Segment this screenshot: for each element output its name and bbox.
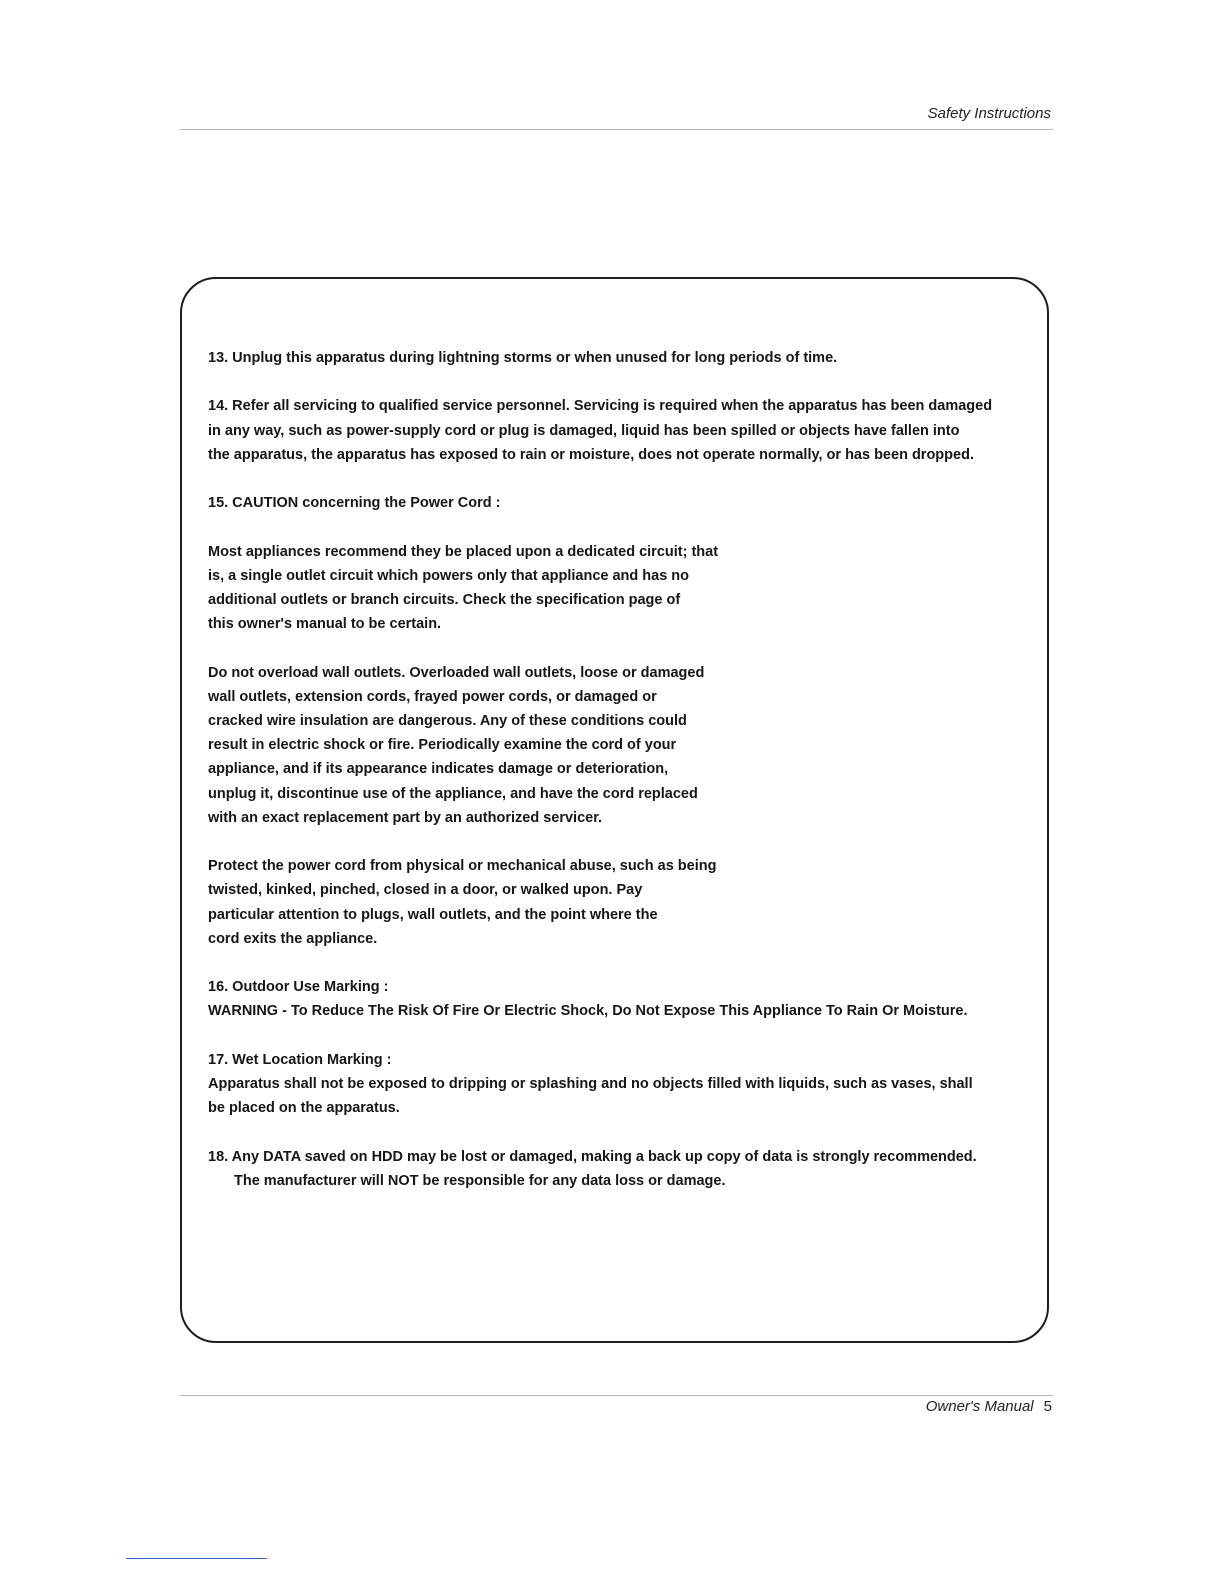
item-17-heading: 17. Wet Location Marking : (208, 1051, 392, 1068)
paragraph-line: cracked wire insulation are dangerous. Any of these conditions could (208, 712, 687, 729)
paragraph-line: additional outlets or branch circuits. Check the specification page of (208, 591, 681, 608)
item-16-heading: 16. Outdoor Use Marking : (208, 979, 389, 996)
item-17 (208, 1048, 1038, 1121)
paragraph-line: unplug it, discontinue use of the appliance, and have the cord replaced (208, 785, 698, 802)
item-14 (208, 394, 1038, 467)
item-14-line: the apparatus, the apparatus has exposed to rain or moisture, does not operate normally, or has been dropped. (208, 446, 974, 463)
item-14-line: in any way, such as power-supply cord or plug is damaged, liquid has been spilled or objects have fallen into (208, 422, 960, 439)
paragraph-line: this owner's manual to be certain. (208, 616, 442, 633)
item-14-line: 14. Refer all servicing to qualified service personnel. Servicing is required when the apparatus has been damaged (208, 398, 993, 415)
header-divider (180, 129, 1053, 130)
item-18-line: The manufacturer will NOT be responsible for any data loss or damage. (234, 1172, 726, 1189)
paragraph-line: particular attention to plugs, wall outlets, and the point where the (208, 906, 658, 923)
link-underline (126, 1558, 267, 1559)
header-title: Safety Instructions (927, 105, 1051, 122)
item-15-paragraph-3 (208, 854, 748, 951)
item-13: 13. Unplug this apparatus during lightning storms or when unused for long periods of time. (208, 350, 838, 366)
footer-label: Owner's Manual (925, 1398, 1034, 1415)
footer (926, 1398, 1052, 1415)
item-16 (208, 975, 1038, 1023)
item-15-paragraph-2 (208, 661, 748, 830)
paragraph-line: with an exact replacement part by an authorized servicer. (208, 809, 603, 826)
item-17-line: be placed on the apparatus. (208, 1100, 400, 1117)
paragraph-line: result in electric shock or fire. Periodically examine the cord of your (208, 737, 677, 754)
footer-divider (180, 1395, 1053, 1396)
paragraph-line: cord exits the appliance. (208, 930, 378, 947)
paragraph-line: is, a single outlet circuit which powers only that appliance and has no (208, 567, 690, 584)
instructions-content (208, 346, 1038, 1193)
item-16-warning: WARNING - To Reduce The Risk Of Fire Or Electric Shock, Do Not Expose This Appliance To Rain Or Moisture. (208, 1003, 968, 1020)
paragraph-line: twisted, kinked, pinched, closed in a door, or walked upon. Pay (208, 882, 643, 899)
item-17-line: Apparatus shall not be exposed to dripping or splashing and no objects filled with liquids, such as vases, shall (208, 1075, 973, 1092)
item-15-heading: 15. CAUTION concerning the Power Cord : (208, 495, 501, 512)
paragraph-line: Protect the power cord from physical or mechanical abuse, such as being (208, 858, 717, 875)
paragraph-line: Most appliances recommend they be placed upon a dedicated circuit; that (208, 543, 719, 560)
item-18 (208, 1145, 1038, 1193)
page-number: 5 (1043, 1398, 1052, 1415)
item-18-line: 18. Any DATA saved on HDD may be lost or damaged, making a back up copy of data is strongly recommended. (208, 1148, 977, 1165)
item-15-paragraph-1 (208, 540, 748, 637)
paragraph-line: wall outlets, extension cords, frayed power cords, or damaged or (208, 688, 657, 705)
paragraph-line: Do not overload wall outlets. Overloaded wall outlets, loose or damaged (208, 664, 705, 681)
paragraph-line: appliance, and if its appearance indicates damage or deterioration, (208, 761, 669, 778)
